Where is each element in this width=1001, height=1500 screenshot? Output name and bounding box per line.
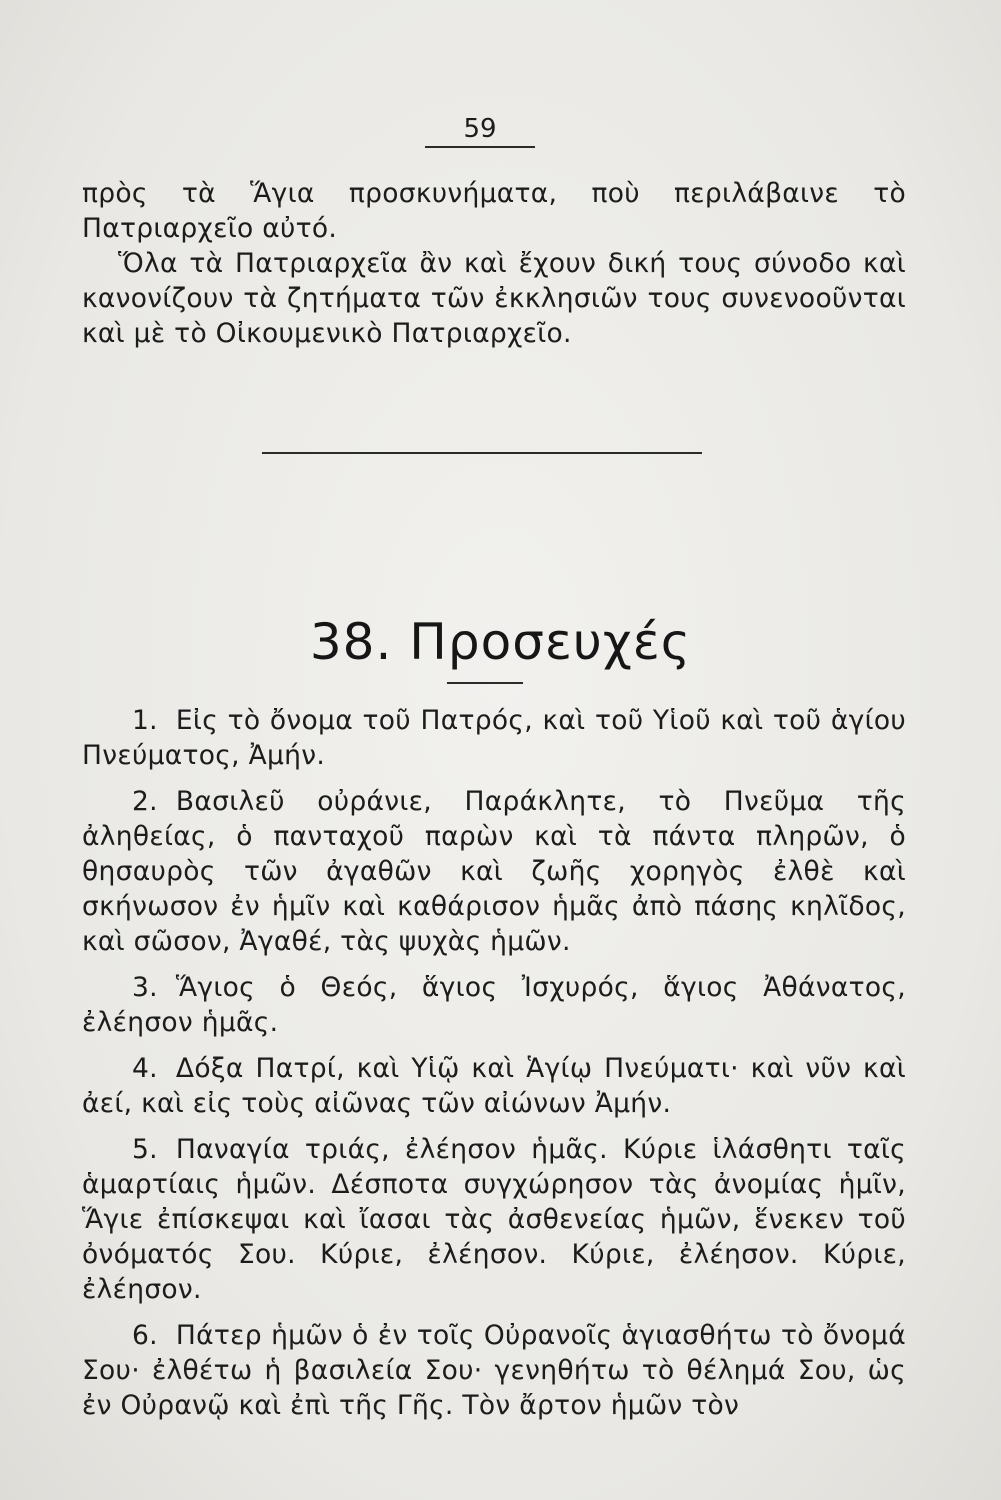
- page-number: 59: [425, 114, 535, 148]
- prayer-text: Δόξα Πατρί, καὶ Υἱῷ καὶ Ἁγίῳ Πνεύματι· καὶ νῦν καὶ ἀεί, καὶ εἰς τοὺς αἰῶνας τῶν αἰώνων Ἀμήν.: [82, 1053, 906, 1119]
- prayers-list: [82, 703, 906, 1434]
- prayer-number: 4.: [132, 1053, 158, 1084]
- prayer-item: [82, 1051, 906, 1121]
- prayer-number: 2.: [132, 786, 158, 817]
- prayer-item: [82, 1318, 906, 1423]
- section-title: 38. Προσευχές: [309, 613, 692, 671]
- intro-text: [82, 176, 906, 351]
- prayer-item: [82, 703, 906, 773]
- prayer-number: 3.: [132, 972, 158, 1003]
- intro-paragraph-1: πρὸς τὰ Ἅγια προσκυνήματα, ποὺ περιλάβαινε τὸ Πατριαρχεῖο αὐτό.: [82, 178, 906, 244]
- prayer-text: Παναγία τριάς, ἐλέησον ἡμᾶς. Κύριε ἱλάσθητι ταῖς ἁμαρτίαις ἡμῶν. Δέσποτα συγχώρησον τὰς ἀνομίας ἡμῖν, Ἅγιε ἐπίσκεψαι καὶ ἴασαι τὰς ἀσθενείας ἡμῶν, ἕνεκεν τοῦ ὀνόματός Σου. Κύριε, ἐλέησον. Κύριε, ἐλέησον. Κύριε, ἐλέησον.: [82, 1134, 906, 1305]
- prayer-text: Εἰς τὸ ὄνομα τοῦ Πατρός, καὶ τοῦ Υἱοῦ καὶ τοῦ ἁγίου Πνεύματος, Ἀμήν.: [82, 705, 906, 771]
- intro-paragraph-2: Ὅλα τὰ Πατριαρχεῖα ἂν καὶ ἔχουν δική τους σύνοδο καὶ κανονίζουν τὰ ζητήματα τῶν ἐκκλησιῶν τους συνενοοῦνται καὶ μὲ τὸ Οἰκουμενικὸ Πατριαρχεῖο.: [82, 248, 906, 349]
- prayer-item: [82, 970, 906, 1040]
- prayer-number: 5.: [132, 1134, 158, 1165]
- prayer-number: 6.: [132, 1320, 158, 1351]
- prayer-text: Βασιλεῦ οὐράνιε, Παράκλητε, τὸ Πνεῦμα τῆς ἀληθείας, ὁ πανταχοῦ παρὼν καὶ τὰ πάντα πληρῶν, ὁ θησαυρὸς τῶν ἀγαθῶν καὶ ζωῆς χορηγὸς ἐλθὲ καὶ σκήνωσον ἐν ἡμῖν καὶ καθάρισον ἡμᾶς ἀπὸ πάσης κηλῖδος, καὶ σῶσον, Ἀγαθέ, τὰς ψυχὰς ἡμῶν.: [82, 786, 906, 957]
- prayer-item: [82, 1132, 906, 1307]
- prayer-text: Πάτερ ἡμῶν ὁ ἐν τοῖς Οὐρανοῖς ἁγιασθήτω τὸ ὄνομά Σου· ἐλθέτω ἡ βασιλεία Σου· γενηθήτω τὸ θέλημά Σου, ὡς ἐν Οὐρανῷ καὶ ἐπὶ τῆς Γῆς. Τὸν ἄρτον ἡμῶν τὸν: [82, 1320, 906, 1421]
- prayer-number: 1.: [132, 705, 158, 736]
- title-underline: [447, 682, 523, 684]
- prayer-item: [82, 784, 906, 959]
- section-divider: [262, 452, 702, 454]
- prayer-text: Ἅγιος ὁ Θεός, ἅγιος Ἰσχυρός, ἅγιος Ἀθάνατος, ἐλέησον ἡμᾶς.: [82, 972, 906, 1038]
